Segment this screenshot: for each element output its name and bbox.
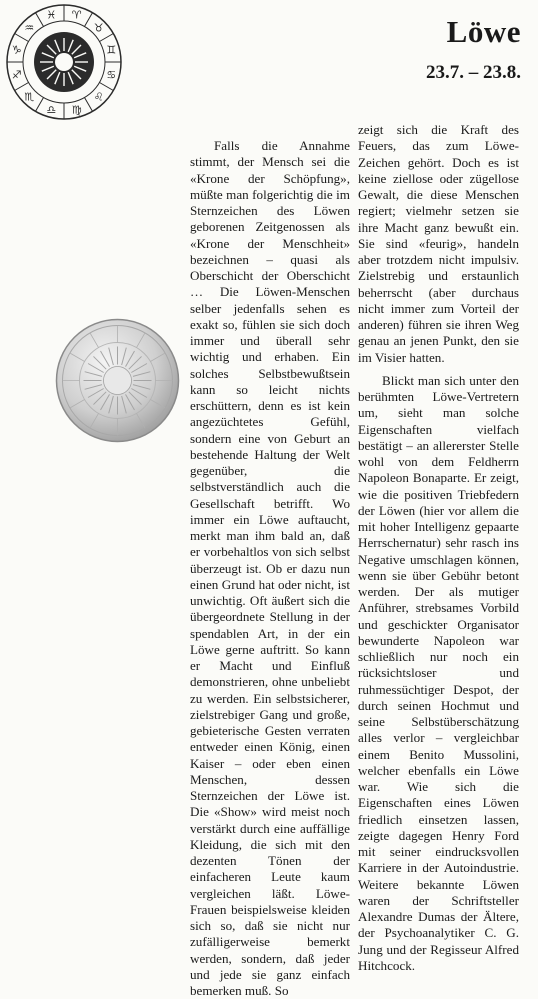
wheel-divider: [85, 13, 93, 27]
zodiac-sign-icon: ♉: [93, 21, 104, 35]
zodiac-sign-icon: ♍: [71, 103, 82, 117]
zodiac-wheel-icon: [5, 3, 123, 121]
zodiac-sign-icon: ♈: [71, 8, 82, 22]
article-column-2: [358, 122, 519, 974]
wheel-divider: [100, 83, 114, 91]
wheel-divider: [15, 83, 29, 91]
silver-coin: [55, 318, 180, 443]
zodiac-sign-icon: ♌: [93, 90, 104, 104]
zodiac-sign-icon: ♐: [11, 68, 22, 82]
date-range: 23.7. – 23.8.: [426, 62, 521, 83]
wheel-divider: [100, 34, 114, 42]
article-paragraph: Blickt man sich unter den berühmten Löwe-Vertretern um, sieht man solche Eigenschaften vielfach bestätigt – an allererster Stelle wohl von dem Feldherrn Napoleon Bonaparte. Er zeigt, wie die positiven Triebfedern der Löwen (hier vor allem die mit hoher Intelligenz gepaarte Herrschernatur) sehr rasch ins Negative umschlagen können, wenn sie über Gebühr betont werden. Der als mutiger Anführer, strebsames Vorbild und geschickter Organisator bewunderte Napoleon war schließlich nur noch ein rücksichtsloser und ruhmessüchtiger Despot, der durch seinen Hochmut und seine Selbstüberschätzung alles verlor – vergleichbar einem Benito Mussolini, welcher ebenfalls ein Löwe war. Wie sich die Eigenschaften eines Löwen friedlich einsetzen lassen, zeigte dagegen Henry Ford mit seiner eindrucksvollen Karriere in der Autoindustrie. Weitere bekannte Löwen waren der Schriftsteller Alexandre Dumas der Ältere, der Psychoanalytiker C. G. Jung und der Regisseur Alfred Hitchcock.: [358, 372, 519, 973]
zodiac-sign-icon: ♎: [46, 103, 57, 117]
zodiac-sign-icon: ♓: [46, 8, 57, 22]
wheel-divider: [15, 34, 29, 42]
wheel-divider: [36, 98, 44, 112]
page-title: Löwe: [446, 14, 521, 49]
article-paragraph: zeigt sich die Kraft des Feuers, das zum Löwe-Zeichen gehört. Doch es ist keine ziellose oder zügellose Gewalt, die diese Menschen regiert; vielmehr setzen sie ihre Macht ganz bewußt ein. Sie sind «feurig», handeln aber trotzdem nicht impulsiv. Zielstrebig und erstaunlich beherrscht (aber durchaus nicht immer zum Vorteil der anderen) führen sie ihren Weg genau an jenen Punkt, den sie im Visier hatten.: [358, 122, 519, 365]
article-column-1: [190, 138, 350, 999]
article-paragraph: Falls die Annahme stimmt, der Mensch sei die «Krone der Schöpfung», müßte man folgerichtig die im Sternzeichen des Löwen geborenen Zeitgenossen als «Krone der Menschheit» bezeichnen – quasi als Oberschicht der Oberschicht … Die Löwen-Menschen selber jedenfalls sehen es exakt so, fühlen sie sich doch immer und überall sehr wichtig und erhaben. Ein solches Selbstbewußtsein kann so leicht nichts erschüttern, denn es ist kein angezüchtetes Gefühl, sondern eine von Geburt an bestehende Haltung der Welt gegenüber, die selbstverständlich auch die Gesellschaft betrifft. Wo immer ein Löwe auftaucht, merkt man ihm bald an, daß er vorbehaltlos von sich selbst überzeugt ist. Ob er dazu nun einen Grund hat oder nicht, ist unwichtig. Oft äußert sich die übergeordnete Stellung in der spendablen Art, in der ein Löwe gerne auftritt. So kann er Macht und Einfluß demonstrieren, ohne unbeliebt zu werden. Ein selbstsicherer, zielstrebiger Gang und große, gebieterische Gesten verraten entweder einen König, einen Kaiser – oder eben einen Menschen, dessen Sternzeichen der Löwe ist. Die «Show» wird meist noch verstärkt durch eine auffällige Kleidung, die sich mit den dezenten Tönen der einfacheren Leute kaum vergleichen läßt. Löwe-Frauen beispielsweise kleiden sich so, daß sie nicht nur zufälligerweise bemerkt werden, sondern, daß jeder und jede sie ganz einfach bemerken muß. So: [190, 138, 350, 998]
zodiac-sign-icon: ♒: [24, 21, 35, 35]
zodiac-sign-icon: ♋: [106, 68, 117, 82]
wheel-divider: [85, 98, 93, 112]
zodiac-sign-icon: ♑: [11, 43, 22, 57]
wheel-divider: [36, 13, 44, 27]
zodiac-sign-icon: ♏: [24, 90, 35, 104]
zodiac-sign-icon: ♊: [106, 43, 117, 57]
sun-icon: [40, 38, 88, 86]
